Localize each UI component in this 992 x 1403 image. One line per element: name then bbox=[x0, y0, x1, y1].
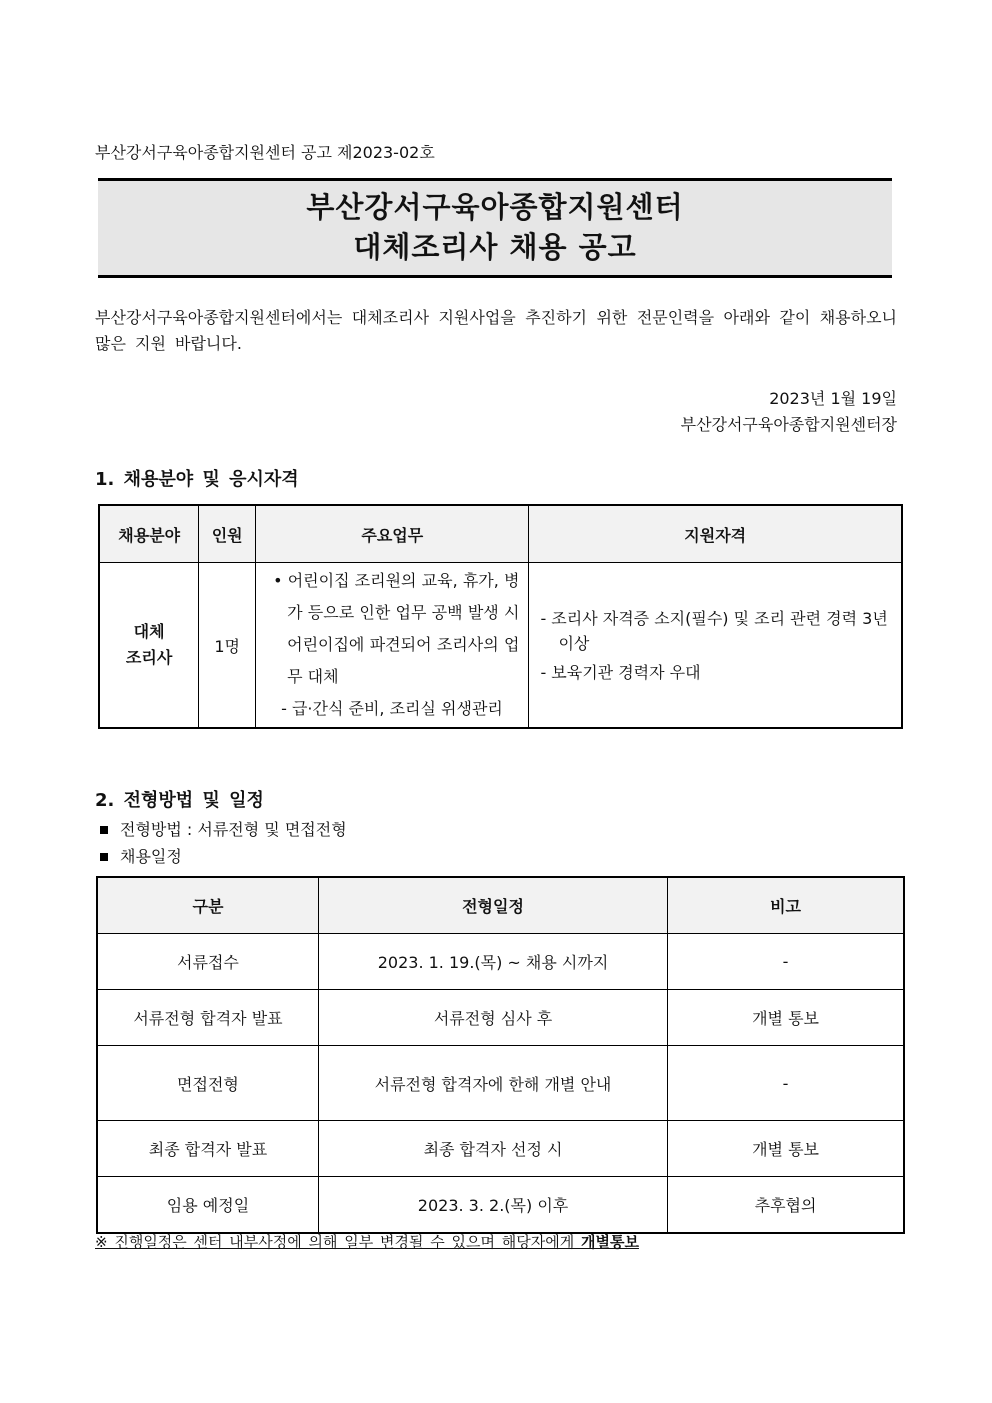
intro-paragraph: 부산강서구육아종합지원센터에서는 대체조리사 지원사업을 추진하기 위한 전문인력을 아래와 같이 채용하오니 많은 지원 바랍니다. bbox=[95, 308, 897, 353]
table-header-row bbox=[99, 505, 902, 563]
schedule-cell: 서류전형 합격자에 한해 개별 안내 bbox=[318, 1046, 667, 1121]
field-cell bbox=[99, 563, 199, 729]
footnote-bold: 개별통보 bbox=[580, 1233, 639, 1251]
method-bullets bbox=[98, 816, 347, 870]
bullet-dot: • bbox=[273, 571, 283, 590]
stage-cell: 서류접수 bbox=[97, 934, 318, 990]
header-duties: 주요업무 bbox=[256, 505, 529, 563]
stage-cell: 면접전형 bbox=[97, 1046, 318, 1121]
bullet-text: 전형방법 : 서류전형 및 면접전형 bbox=[120, 820, 347, 839]
qualification-item: - 보육기관 경력자 우대 bbox=[540, 662, 701, 682]
duty-sub: - 급·간식 준비, 조리실 위생관리 bbox=[281, 699, 503, 718]
table-row bbox=[97, 1121, 904, 1177]
recruitment-table bbox=[98, 504, 903, 729]
title-line-2: 대체조리사 채용 공고 bbox=[353, 230, 637, 264]
schedule-cell: 최종 합격자 선정 시 bbox=[318, 1121, 667, 1177]
bullet-item bbox=[98, 816, 347, 843]
field-line-2: 조리사 bbox=[125, 648, 173, 667]
note-cell: - bbox=[668, 934, 904, 990]
schedule-cell: 2023. 1. 19.(목) ~ 채용 시까지 bbox=[318, 934, 667, 990]
stage-cell: 서류전형 합격자 발표 bbox=[97, 990, 318, 1046]
table-row bbox=[97, 1177, 904, 1234]
section2-heading: 2. 전형방법 및 일정 bbox=[95, 790, 264, 811]
table-row bbox=[99, 563, 902, 729]
duty-list bbox=[257, 565, 527, 725]
bullet-text: 채용일정 bbox=[120, 847, 182, 866]
schedule-cell: 2023. 3. 2.(목) 이후 bbox=[318, 1177, 667, 1234]
square-bullet-icon bbox=[100, 826, 108, 834]
note-cell: 추후협의 bbox=[668, 1177, 904, 1234]
field-line-1: 대체 bbox=[133, 622, 165, 641]
issuer: 부산강서구육아종합지원센터장 bbox=[680, 415, 897, 434]
bullet-item bbox=[98, 843, 347, 870]
qualification-item: - 조리사 자격증 소지(필수) 및 조리 관련 경력 3년 이상 bbox=[540, 608, 888, 653]
title-box bbox=[98, 178, 892, 278]
count-cell: 1명 bbox=[199, 563, 256, 729]
notice-date: 2023년 1월 19일 bbox=[769, 389, 897, 408]
note-cell: - bbox=[668, 1046, 904, 1121]
duty-main bbox=[265, 565, 519, 693]
square-bullet-icon bbox=[100, 853, 108, 861]
section1-heading: 1. 채용분야 및 응시자격 bbox=[95, 469, 299, 490]
stage-cell: 최종 합격자 발표 bbox=[97, 1121, 318, 1177]
note-cell: 개별 통보 bbox=[668, 1121, 904, 1177]
header-note: 비고 bbox=[668, 877, 904, 934]
footnote bbox=[95, 1231, 639, 1252]
title-line-1: 부산강서구육아종합지원센터 bbox=[306, 190, 684, 224]
header-count: 인원 bbox=[199, 505, 256, 563]
table-row bbox=[97, 990, 904, 1046]
notice-number: 부산강서구육아종합지원센터 공고 제2023-02호 bbox=[95, 143, 435, 162]
header-schedule: 전형일정 bbox=[318, 877, 667, 934]
duty-main-text: 어린이집 조리원의 교육, 휴가, 병가 등으로 인한 업무 공백 발생 시 어린이집에 파견되어 조리사의 업무 대체 bbox=[287, 571, 520, 686]
schedule-table bbox=[96, 876, 905, 1234]
footnote-text: ※ 진행일정은 센터 내부사정에 의해 일부 변경될 수 있으며 해당자에게 bbox=[95, 1233, 581, 1251]
qualifications-cell bbox=[529, 563, 902, 729]
note-cell: 개별 통보 bbox=[668, 990, 904, 1046]
header-stage: 구분 bbox=[97, 877, 318, 934]
schedule-cell: 서류전형 심사 후 bbox=[318, 990, 667, 1046]
table-row bbox=[97, 1046, 904, 1121]
stage-cell: 임용 예정일 bbox=[97, 1177, 318, 1234]
table-row bbox=[97, 934, 904, 990]
header-field: 채용분야 bbox=[99, 505, 199, 563]
duties-cell bbox=[256, 563, 529, 729]
header-qualifications: 지원자격 bbox=[529, 505, 902, 563]
qualification-list bbox=[530, 606, 900, 685]
table-header-row bbox=[97, 877, 904, 934]
